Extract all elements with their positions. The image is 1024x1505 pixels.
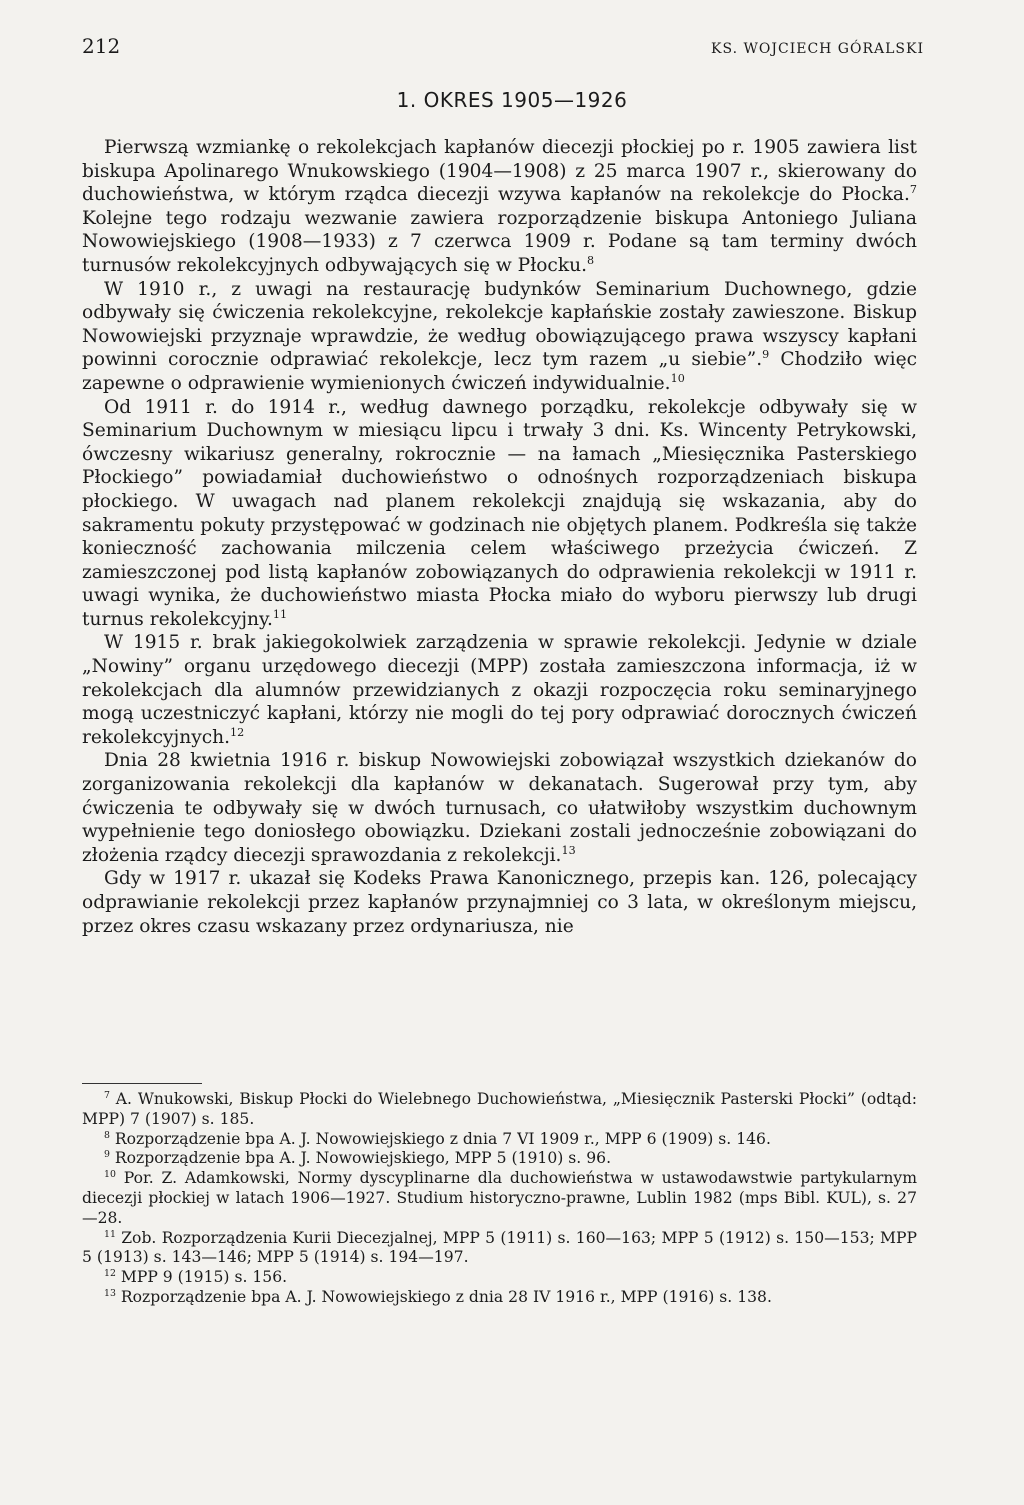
footnote-divider (82, 1083, 202, 1084)
footnote-ref: 10 (670, 371, 685, 385)
footnote-number: 11 (104, 1228, 116, 1240)
paragraph (82, 631, 917, 749)
text-run: Dnia 28 kwietnia 1916 r. biskup Nowowiejski zobowiązał wszystkich dziekanów do zorganizowania rekolekcji dla kapłanów w dekanatach. Sugerował przy tym, aby ćwiczenia te odbywały się w dwóch turnusach, co ułatwiłoby wszystkim duchownym wypełnienie tego doniosłego obowiązku. Dziekani zostali jednocześnie zobowiązani do złożenia rządcy diecezji sprawozdania z rekolekcji. (82, 750, 917, 866)
paragraph (82, 278, 917, 396)
footnote (82, 1169, 917, 1228)
footnote-ref: 8 (586, 253, 595, 267)
footnote-number: 8 (104, 1129, 110, 1141)
footnote-ref: 12 (230, 725, 245, 739)
footnote (82, 1268, 917, 1288)
footnote-number: 13 (104, 1287, 116, 1299)
footnote-text: Rozporządzenie bpa A. J. Nowowiejskiego, MPP 5 (1910) s. 96. (109, 1149, 612, 1168)
text-run: Kolejne tego rodzaju wezwanie zawiera rozporządzenie biskupa Antoniego Juliana Nowowiejskiego (1908—1933) z 7 czerwca 1909 r. Podane są tam terminy dwóch turnusów rekolekcyjnych odbywających się w Płocku. (82, 207, 917, 276)
footnote-text: A. Wnukowski, Biskup Płocki do Wielebnego Duchowieństwa, „Miesięcznik Pasterski Płocki” (odtąd: MPP) 7 (1907) s. 185. (82, 1090, 917, 1128)
footnote-text: Por. Z. Adamkowski, Normy dyscyplinarne dla duchowieństwa w ustawodawstwie partykularnym diecezji płockiej w latach 1906—1927. Studium historyczno-prawne, Lublin 1982 (mps Bibl. KUL), s. 27—28. (82, 1169, 917, 1227)
paragraph (82, 867, 917, 938)
footnote-number: 7 (104, 1089, 110, 1101)
footnote-ref: 7 (909, 183, 917, 196)
text-run: Pierwszą wzmiankę o rekolekcjach kapłanów diecezji płockiej po r. 1905 zawiera list biskupa Apolinarego Wnukowskiego (1904—1908) z 25 marca 1907 r., skierowany do duchowieństwa, w którym rządca diecezji wzywa kapłanów na rekolekcje do Płocka. (82, 137, 917, 206)
footnote (82, 1090, 917, 1130)
footnote-ref: 13 (561, 843, 576, 857)
footnote (82, 1229, 917, 1269)
footnote-text: Rozporządzenie bpa A. J. Nowowiejskiego z dnia 28 IV 1916 r., MPP (1916) s. 138. (115, 1287, 772, 1306)
footnote-text: Zob. Rozporządzenia Kurii Diecezjalnej, MPP 5 (1911) s. 160—163; MPP 5 (1912) s. 150—153; MPP 5 (1913) s. 143—146; MPP 5 (1914) s. 194—197. (82, 1228, 917, 1267)
footnote-text: Rozporządzenie bpa A. J. Nowowiejskiego z dnia 7 VI 1909 r., MPP 6 (1909) s. 146. (109, 1129, 771, 1148)
footnote (82, 1288, 917, 1308)
paragraph (82, 136, 917, 278)
text-run: Chodziło więc zapewne o odprawienie wymienionych ćwiczeń indywidualnie. (82, 349, 917, 394)
section-title: 1. OKRES 1905—1926 (396, 88, 628, 112)
footnote-number: 9 (104, 1149, 110, 1161)
text-run: W 1910 r., z uwagi na restaurację budynków Seminarium Duchownego, gdzie odbywały się ćwiczenia rekolekcyjne, rekolekcje kapłańskie zostały zawieszone. Biskup Nowowiejski przyznaje wprawdzie, że według obowiązującego prawa wszyscy kapłani powinni corocznie odprawiać rekolekcje, lecz tym razem „u siebie”. (82, 278, 917, 371)
text-run: Od 1911 r. do 1914 r., według dawnego porządku, rekolekcje odbywały się w Seminarium Duchownym w miesiącu lipcu i trwały 3 dni. Ks. Wincenty Petrykowski, ówczesny wikariusz generalny, rokrocznie — na łamach „Miesięcznika Pasterskiego Płockiego” powiadamiał duchowieństwo o odnośnych rozporządzeniach biskupa płockiego. W uwagach nad planem rekolekcji znajdują się wskazania, aby do sakramentu pokuty przystępować w godzinach nie objętych planem. Podkreśla się także konieczność zachowania milczenia celem właściwego przeżycia ćwiczeń. Z zamieszczonej pod listą kapłanów zobowiązanych do odprawienia rekolekcji w 1911 r. uwagi wynika, że duchowieństwo miasta Płocka miało do wyboru pierwszy lub drugi turnus rekolekcyjny. (82, 396, 917, 630)
text-run: Gdy w 1917 r. ukazał się Kodeks Prawa Kanonicznego, przepis kan. 126, polecający odprawianie rekolekcji przez kapłanów przynajmniej co 3 lata, w określonym miejscu, przez okres czasu wskazany przez ordynariusza, nie (82, 868, 917, 937)
footnotes (82, 1090, 917, 1308)
footnote-ref: 11 (272, 607, 288, 621)
paragraph (82, 749, 917, 867)
footnote (82, 1130, 917, 1150)
text-run: W 1915 r. brak jakiegokolwiek zarządzenia w sprawie rekolekcji. Jedynie w dziale „Nowiny” organu urzędowego diecezji (MPP) została zamieszczona informacja, iż w rekolekcjach dla alumnów przewidzianych z okazji rozpoczęcia roku seminaryjnego mogą uczestniczyć kapłani, którzy nie mogli do tej pory odprawiać dorocznych ćwiczeń rekolekcyjnych. (82, 632, 917, 748)
running-header (82, 34, 924, 58)
paragraph (82, 396, 917, 632)
footnote-ref: 9 (762, 348, 770, 362)
footnote-text: MPP 9 (1915) s. 156. (115, 1268, 288, 1287)
footnote-number: 10 (104, 1169, 116, 1180)
main-text (82, 136, 917, 938)
footnote-number: 12 (104, 1267, 116, 1279)
footnote (82, 1149, 917, 1169)
page-number: 212 (82, 34, 121, 58)
running-head-author: KS. WOJCIECH GÓRALSKI (711, 41, 924, 57)
